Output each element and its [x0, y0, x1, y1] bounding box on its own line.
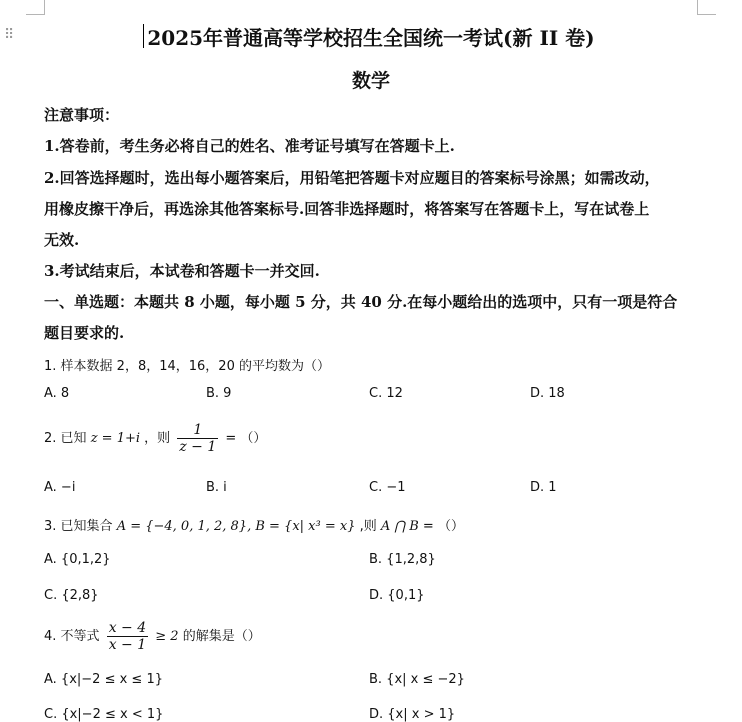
q3-option-a: A. {0,1,2}	[44, 552, 111, 567]
q4-fraction-numerator: x − 4	[108, 620, 147, 636]
q2-fraction-denominator: z − 1	[179, 439, 217, 455]
q1-option-a: A. 8	[44, 386, 70, 401]
q3-option-b: B. {1,2,8}	[369, 552, 436, 567]
q4-stem-prefix: 4. 不等式	[44, 629, 100, 644]
q3-stem-mid: ,则	[359, 519, 377, 534]
q1-option-c: C. 12	[369, 386, 403, 401]
q3-sets: A = {−4, 0, 1, 2, 8}, B = {x| x³ = x}	[116, 519, 356, 534]
q4-option-b: B. {x| x ≤ −2}	[369, 672, 465, 687]
q2-fraction-numerator: 1	[193, 422, 203, 438]
notice-item-2-line-2: 用橡皮擦干净后，再选涂其他答案标号.回答非选择题时，将答案写在答题卡上，写在试卷上	[44, 200, 650, 218]
q2-option-b: B. i	[206, 480, 227, 495]
q1-option-d: D. 18	[530, 386, 565, 401]
exam-title: 2025年普通高等学校招生全国统一考试(新 II 卷)	[147, 26, 595, 50]
notice-item-2-line-1: 2.回答选择题时，选出每小题答案后，用铅笔把答题卡对应题目的答案标号涂黑；如需改动，	[44, 169, 660, 187]
q4-fraction	[107, 620, 148, 653]
q2-condition: z = 1+i	[90, 431, 141, 446]
q4-option-d: D. {x| x > 1}	[369, 707, 456, 722]
notice-heading: 注意事项：	[44, 106, 120, 124]
q3-expression: A ⋂ B	[380, 519, 419, 534]
subject-title: 数学	[351, 70, 390, 92]
q4-option-a: A. {x|−2 ≤ x ≤ 1}	[44, 672, 163, 687]
q2-option-a: A. −i	[44, 480, 76, 495]
q4-option-c: C. {x|−2 ≤ x < 1}	[44, 707, 164, 722]
q3-option-d: D. {0,1}	[369, 588, 425, 603]
notice-item-2-line-3: 无效.	[44, 231, 80, 249]
page-corner-mark-left	[26, 0, 45, 15]
q4-relation: ≥ 2	[155, 629, 179, 644]
q2-option-c: C. −1	[369, 480, 406, 495]
q4-stem-tail: 的解集是（）	[182, 629, 261, 644]
section-heading-line-1: 一、单选题：本题共 8 小题，每小题 5 分，共 40 分.在每小题给出的选项中，只有一项是符合	[44, 293, 678, 311]
q3-option-c: C. {2,8}	[44, 588, 99, 603]
q2-fraction	[177, 422, 218, 455]
notice-item-3: 3.考试结束后，本试卷和答题卡一并交回.	[44, 262, 320, 280]
question-2-stem	[44, 422, 266, 455]
q3-stem-tail: = （）	[422, 519, 464, 534]
section-heading-line-2: 题目要求的.	[44, 324, 125, 342]
q2-stem-tail: = （）	[225, 431, 267, 446]
q1-option-b: B. 9	[206, 386, 232, 401]
notice-item-1: 1.答卷前，考生务必将自己的姓名、准考证号填写在答题卡上.	[44, 137, 455, 155]
q3-stem-prefix: 3. 已知集合	[44, 519, 113, 534]
q4-fraction-denominator: x − 1	[108, 637, 147, 653]
page-corner-mark-right	[697, 0, 716, 15]
question-3-stem	[44, 515, 464, 534]
q2-option-d: D. 1	[530, 480, 557, 495]
question-1-stem: 1. 样本数据 2，8，14，16，20 的平均数为（）	[44, 359, 330, 374]
drag-handle-icon[interactable]: ⠿	[4, 27, 13, 43]
q2-stem-prefix: 2. 已知	[44, 431, 87, 446]
question-4-stem	[44, 620, 261, 653]
q2-stem-mid: ，则	[144, 431, 171, 446]
